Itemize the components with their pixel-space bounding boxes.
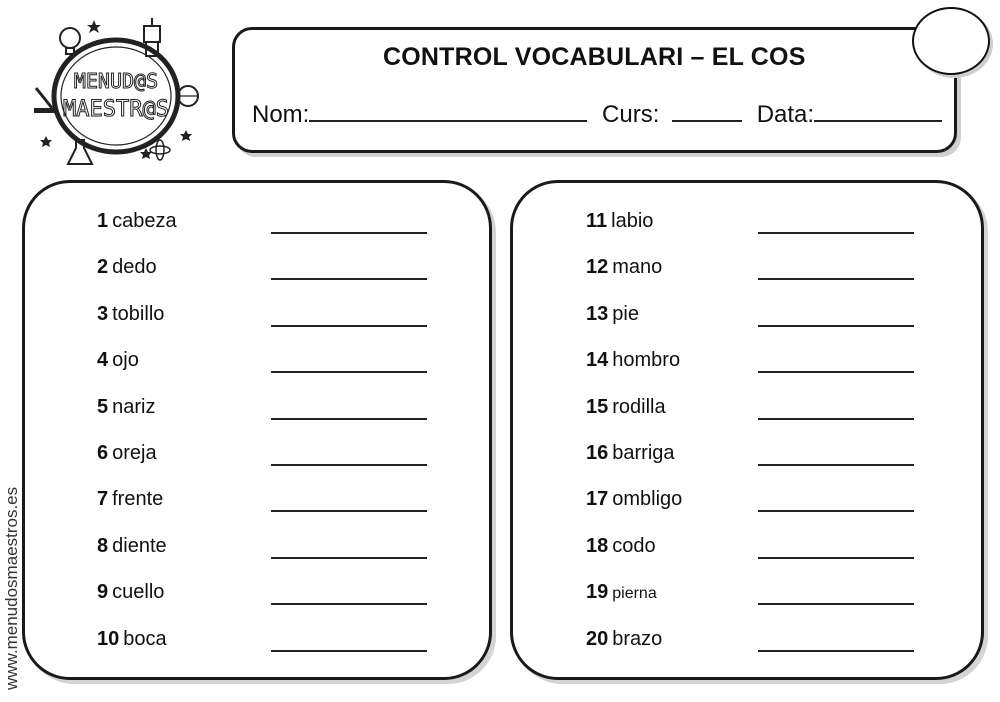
- item-word: frente: [112, 488, 164, 511]
- list-item: [586, 488, 682, 511]
- item-number: 16: [586, 442, 609, 464]
- item-number: 9: [97, 581, 109, 604]
- answer-line[interactable]: [271, 371, 427, 373]
- item-word: hombro: [612, 349, 681, 372]
- list-item: [586, 349, 680, 372]
- item-word: oreja: [112, 442, 157, 464]
- item-number: 8: [97, 534, 109, 557]
- item-number: 4: [97, 349, 109, 372]
- item-number: 1: [97, 210, 109, 232]
- list-item: [97, 210, 177, 233]
- list-item: [586, 581, 657, 604]
- item-word: labio: [611, 210, 654, 232]
- answer-line[interactable]: [271, 232, 427, 234]
- data-field[interactable]: [814, 98, 942, 122]
- answer-line[interactable]: [758, 650, 914, 652]
- item-word: rodilla: [612, 395, 666, 418]
- item-word: mano: [612, 256, 663, 279]
- list-item: [586, 303, 639, 326]
- answer-line[interactable]: [271, 557, 427, 559]
- answer-line[interactable]: [758, 557, 914, 559]
- list-item: [586, 442, 675, 465]
- item-word: diente: [112, 534, 167, 557]
- answer-line[interactable]: [758, 325, 914, 327]
- list-item: [97, 256, 157, 279]
- item-number: 12: [586, 256, 609, 279]
- list-item: [97, 488, 163, 511]
- answer-line[interactable]: [758, 464, 914, 466]
- list-item: [97, 535, 167, 558]
- item-number: 2: [97, 256, 109, 279]
- item-number: 7: [97, 488, 109, 511]
- list-item: [586, 396, 666, 419]
- list-item: [97, 349, 139, 372]
- item-word: nariz: [112, 395, 156, 418]
- list-item: [97, 396, 155, 419]
- logo-text-line2: [28, 8, 29, 9]
- side-url: www.menudosmaestros.es: [2, 486, 21, 690]
- curs-label: Curs:: [602, 101, 660, 128]
- answer-line[interactable]: [271, 464, 427, 466]
- item-number: 10: [97, 627, 120, 650]
- list-item: [586, 628, 662, 651]
- list-item: [586, 535, 656, 558]
- item-word: boca: [123, 627, 167, 650]
- answer-line[interactable]: [271, 418, 427, 420]
- answer-line[interactable]: [271, 510, 427, 512]
- worksheet-title: CONTROL VOCABULARI – EL COS: [383, 43, 806, 71]
- list-item: [97, 628, 167, 651]
- answer-line[interactable]: [758, 510, 914, 512]
- answer-line[interactable]: [758, 603, 914, 605]
- item-word: cabeza: [112, 210, 177, 232]
- student-fields: [252, 98, 942, 129]
- answer-line[interactable]: [271, 325, 427, 327]
- answer-line[interactable]: [758, 278, 914, 280]
- item-word: ombligo: [612, 488, 683, 511]
- list-item: [97, 303, 164, 326]
- curs-field[interactable]: [672, 98, 742, 122]
- svg-text:MENUD@S: MENUD@S: [73, 69, 159, 93]
- logo-graphic: [28, 8, 203, 173]
- item-number: 6: [97, 442, 109, 464]
- nom-field[interactable]: [309, 98, 587, 122]
- item-number: 5: [97, 395, 109, 418]
- item-word: pie: [612, 302, 639, 325]
- menudos-maestros-logo: [28, 8, 203, 173]
- nom-label: Nom:: [252, 101, 310, 128]
- data-label: Data:: [756, 101, 815, 128]
- item-word: dedo: [112, 256, 157, 279]
- item-word: brazo: [612, 627, 663, 650]
- score-circle[interactable]: [912, 7, 990, 75]
- item-number: 11: [586, 210, 608, 232]
- item-word: ojo: [112, 349, 139, 372]
- item-word: barriga: [612, 442, 675, 464]
- item-number: 18: [586, 534, 609, 557]
- list-item: [97, 581, 164, 604]
- answer-line[interactable]: [758, 371, 914, 373]
- item-number: 17: [586, 488, 609, 511]
- answer-line[interactable]: [271, 650, 427, 652]
- item-number: 3: [97, 302, 109, 325]
- answer-line[interactable]: [271, 603, 427, 605]
- answer-line[interactable]: [758, 418, 914, 420]
- answer-line[interactable]: [758, 232, 914, 234]
- item-word: pierna: [612, 585, 657, 603]
- item-number: 20: [586, 627, 609, 650]
- item-number: 15: [586, 395, 609, 418]
- item-word: cuello: [112, 581, 165, 604]
- item-number: 14: [586, 349, 609, 372]
- item-word: codo: [612, 534, 656, 557]
- answer-line[interactable]: [271, 278, 427, 280]
- item-number: 13: [586, 302, 609, 325]
- item-number: 19: [586, 581, 609, 604]
- list-item: [586, 256, 662, 279]
- list-item: [586, 210, 653, 233]
- list-item: [97, 442, 157, 465]
- svg-text:MAESTR@S: MAESTR@S: [63, 97, 169, 122]
- item-word: tobillo: [112, 302, 165, 325]
